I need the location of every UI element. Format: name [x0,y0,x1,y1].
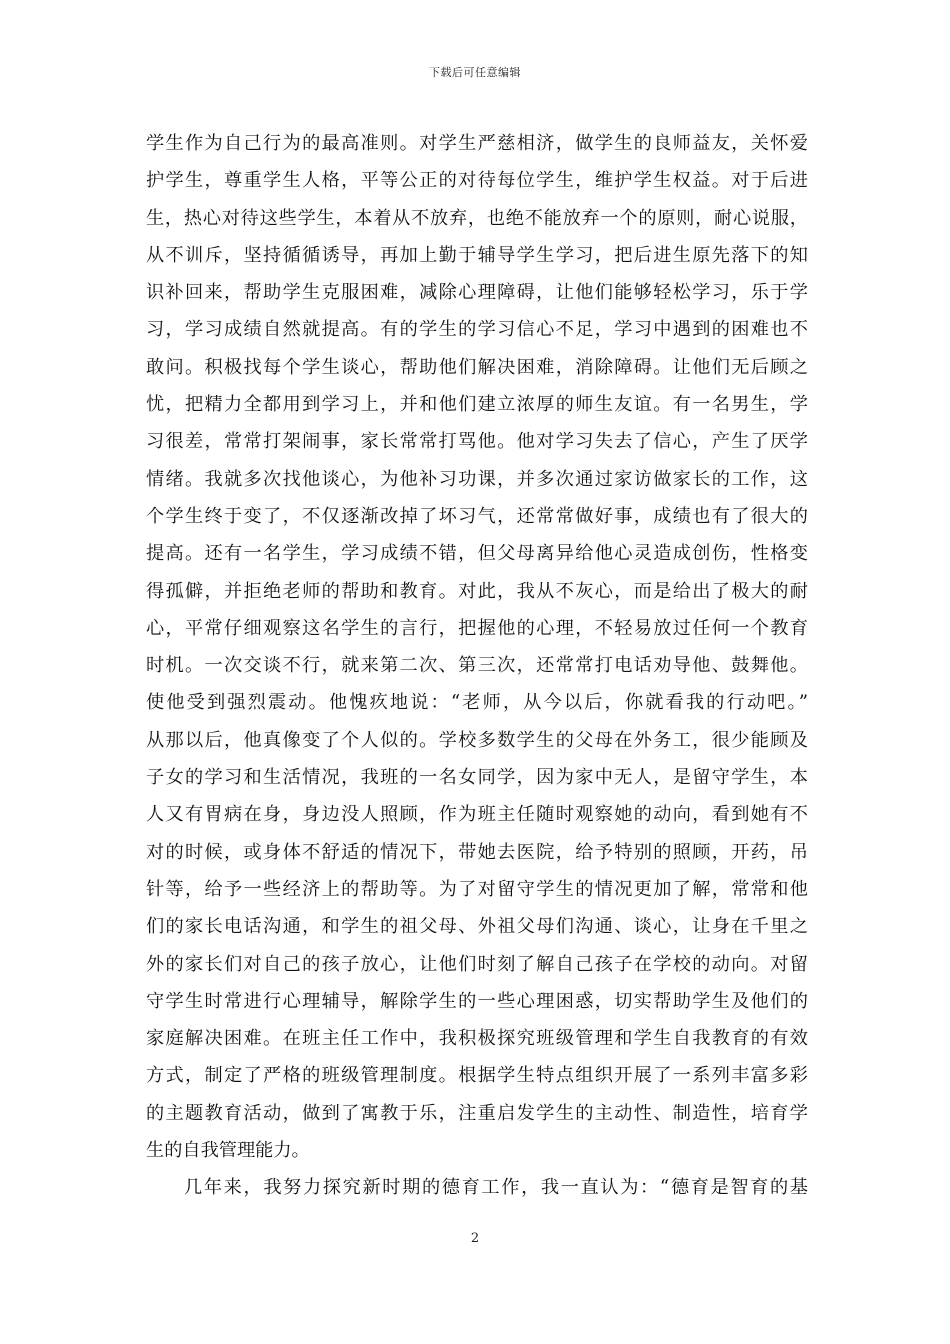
text-line: 针等，给予一些经济上的帮助等。为了对留守学生的情况更加了解，常常和他 [146,878,808,900]
text-line: 心，平常仔细观察这名学生的言行，把握他的心理，不轻易放过任何一个教育 [146,617,808,639]
page-header: 下载后可任意编辑 [429,66,521,79]
text-line: 习，学习成绩自然就提高。有的学生的学习信心不足，学习中遇到的困难也不 [146,319,808,341]
text-line: 时机。一次交谈不行，就来第二次、第三次，还常常打电话劝导他、鼓舞他。 [146,655,808,677]
text-line: 守学生时常进行心理辅导，解除学生的一些心理困惑，切实帮助学生及他们的 [146,990,808,1012]
text-line: 生，热心对待这些学生，本着从不放弃，也绝不能放弃一个的原则，耐心说服， [146,207,808,229]
text-line: 生的自我管理能力。 [146,1140,310,1162]
text-line: 使他受到强烈震动。他愧疚地说：“老师，从今以后，你就看我的行动吧。” [146,692,808,714]
text-line: 提高。还有一名学生，学习成绩不错，但父母离异给他心灵造成创伤，性格变 [146,543,808,565]
text-line: 敢问。积极找每个学生谈心，帮助他们解决困难，消除障碍。让他们无后顾之 [146,356,808,378]
text-line: 忧，把精力全都用到学习上，并和他们建立浓厚的师生友谊。有一名男生，学 [146,394,808,416]
text-line: 护学生，尊重学生人格，平等公正的对待每位学生，维护学生权益。对于后进 [146,170,808,192]
text-line: 情绪。我就多次找他谈心，为他补习功课，并多次通过家访做家长的工作，这 [146,468,808,490]
page-number: 2 [470,1231,480,1246]
text-line: 人又有胃病在身，身边没人照顾，作为班主任随时观察她的动向，看到她有不 [146,804,808,826]
text-line: 从那以后，他真像变了个人似的。学校多数学生的父母在外务工，很少能顾及 [146,729,808,751]
text-line: 几年来，我努力探究新时期的德育工作，我一直认为：“德育是智育的基 [184,1177,808,1199]
text-line: 子女的学习和生活情况，我班的一名女同学，因为家中无人，是留守学生，本 [146,767,808,789]
text-line: 从不训斥，坚持循循诱导，再加上勤于辅导学生学习，把后进生原先落下的知 [146,244,808,266]
text-line: 们的家长电话沟通，和学生的祖父母、外祖父母们沟通、谈心，让身在千里之 [146,916,808,938]
text-line: 对的时候，或身体不舒适的情况下，带她去医院，给予特别的照顾，开药，吊 [146,841,808,863]
text-line: 学生作为自己行为的最高准则。对学生严慈相济，做学生的良师益友，关怀爱 [146,133,808,154]
text-line: 得孤僻，并拒绝老师的帮助和教育。对此，我从不灰心，而是给出了极大的耐 [146,580,808,602]
text-line: 家庭解决困难。在班主任工作中，我积极探究班级管理和学生自我教育的有效 [146,1028,808,1050]
text-line: 的主题教育活动，做到了寓教于乐，注重启发学生的主动性、制造性，培育学 [146,1102,808,1124]
text-line: 识补回来，帮助学生克服困难，减除心理障碍，让他们能够轻松学习，乐于学 [146,282,808,304]
text-line: 方式，制定了严格的班级管理制度。根据学生特点组织开展了一系列丰富多彩 [146,1065,808,1087]
paragraph-2 [146,1169,808,1206]
text-line: 外的家长们对自己的孩子放心，让他们时刻了解自己孩子在学校的动向。对留 [146,953,808,975]
paragraph-1 [146,125,808,1169]
text-line: 个学生终于变了，不仅逐渐改掉了坏习气，还常常做好事，成绩也有了很大的 [146,505,808,527]
document-body [146,125,808,1207]
text-line: 习很差，常常打架闹事，家长常常打骂他。他对学习失去了信心，产生了厌学 [146,431,808,453]
